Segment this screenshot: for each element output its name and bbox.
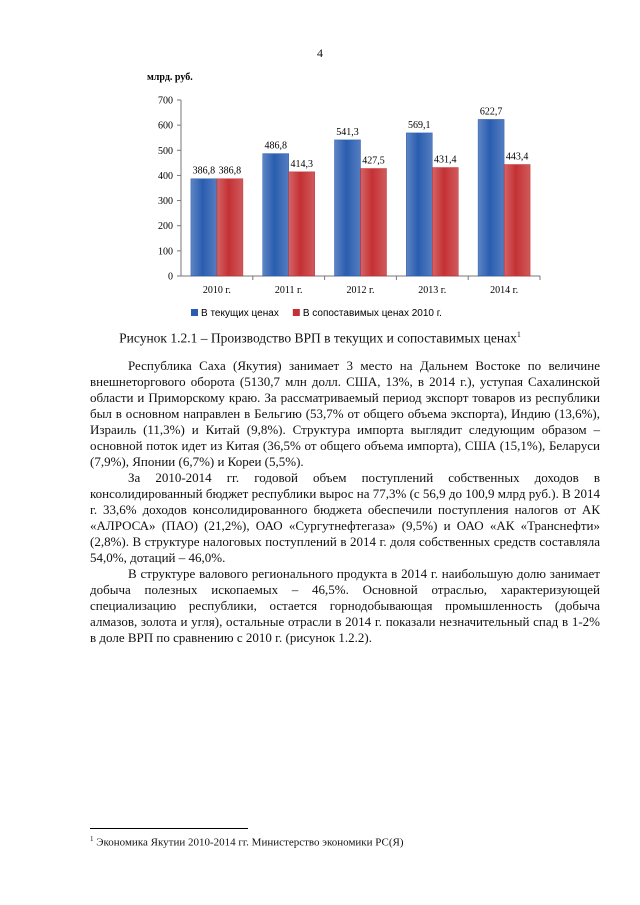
- paragraph: За 2010-2014 гг. годовой объем поступлений собственных доходов в консолидированный бюджет республики вырос на 77,3% (с 56,9 до 100,9 млрд руб.). В 2014 г. 33,6% доходов консолидированного бюджета обеспечили поступления налогов от АК «АЛРОСА» (ПАО) (21,2%), ОАО «Сургутнефтегаза» (9,5%) и ОАО «АК «Транснефти» (2,8%). В структуре налоговых поступлений в 2014 г. доля собственных средств составляла 54,0%, дотаций – 46,0%.: [90, 470, 600, 565]
- bar: [191, 179, 217, 276]
- data-label: 486,8: [264, 140, 287, 152]
- data-label: 569,1: [408, 119, 431, 131]
- body-text: [90, 358, 600, 646]
- legend-label: В текущих ценах: [201, 308, 279, 319]
- y-axis-title: млрд. руб.: [147, 72, 193, 83]
- footnote-text: Экономика Якутии 2010-2014 гг. Министерство экономики РС(Я): [96, 836, 404, 849]
- data-label: 443,4: [505, 151, 529, 163]
- bar: [289, 172, 315, 276]
- data-label: 414,3: [290, 158, 313, 170]
- y-tick-label: 0: [168, 271, 173, 283]
- y-tick-label: 400: [158, 170, 173, 182]
- paragraph: В структуре валового регионального продукта в 2014 г. наибольшую долю занимает добыча полезных ископаемых – 46,5%. Основной отраслью, характеризующей специализацию республики, остается горнодобывающая промышленность (добыча алмазов, золота и угля), остальные отрасли в 2014 г. показали незначительный спад в 1-2% в доле ВРП по сравнению с 2010 г. (рисунок 1.2.2).: [90, 566, 600, 645]
- bar: [406, 133, 432, 276]
- bar: [263, 154, 289, 276]
- bar-chart: [135, 66, 555, 328]
- legend-swatch: [293, 309, 300, 316]
- bar: [217, 179, 243, 276]
- legend-swatch: [191, 309, 198, 316]
- y-tick-label: 500: [158, 145, 173, 157]
- footnote-separator: [90, 828, 248, 829]
- x-tick-label: 2010 г.: [202, 285, 231, 296]
- data-label: 386,8: [192, 165, 216, 177]
- data-label: 386,8: [218, 165, 242, 177]
- data-label: 431,4: [434, 154, 457, 166]
- y-tick-label: 100: [158, 246, 173, 258]
- caption-text: Рисунок 1.2.1 – Производство ВРП в текущих и сопоставимых ценах: [119, 330, 517, 346]
- bar: [478, 119, 504, 276]
- page-number: 4: [317, 46, 323, 60]
- footnote-marker: 1: [90, 835, 94, 843]
- y-tick-label: 300: [158, 196, 173, 208]
- bar: [504, 165, 530, 276]
- x-tick-label: 2011 г.: [274, 285, 303, 296]
- y-tick-label: 200: [158, 221, 173, 233]
- bar: [335, 140, 361, 276]
- caption-footnote-ref: 1: [516, 330, 521, 339]
- legend-label: В сопоставимых ценах 2010 г.: [302, 308, 442, 319]
- x-tick-label: 2014 г.: [490, 285, 519, 296]
- data-label: 427,5: [362, 155, 385, 167]
- bar: [361, 169, 387, 276]
- x-tick-label: 2013 г.: [418, 285, 447, 296]
- bar: [432, 168, 458, 276]
- data-label: 622,7: [479, 106, 503, 118]
- paragraph: Республика Саха (Якутия) занимает 3 место на Дальнем Востоке по величине внешнеторгового оборота (5130,7 млн долл. США, 13%, в 2014 г.), уступая Сахалинской области и Приморскому краю. За рассматриваемый период экспорт товаров из республики был в основном направлен в Бельгию (53,7% от общего объема экспорта), Индию (13,6%), Израиль (11,3%) и Китай (9,8%). Структура импорта выглядит следующим образом – основной поток идет из Китая (36,5% от общего объема импорта), США (15,1%), Беларуси (7,9%), Японии (6,7%) и Кореи (5,5%).: [90, 358, 600, 469]
- y-tick-label: 700: [158, 95, 173, 107]
- y-tick-label: 600: [158, 120, 173, 132]
- data-label: 541,3: [336, 126, 359, 138]
- x-tick-label: 2012 г.: [346, 285, 375, 296]
- figure-caption: [0, 330, 640, 347]
- footnote: [90, 835, 600, 849]
